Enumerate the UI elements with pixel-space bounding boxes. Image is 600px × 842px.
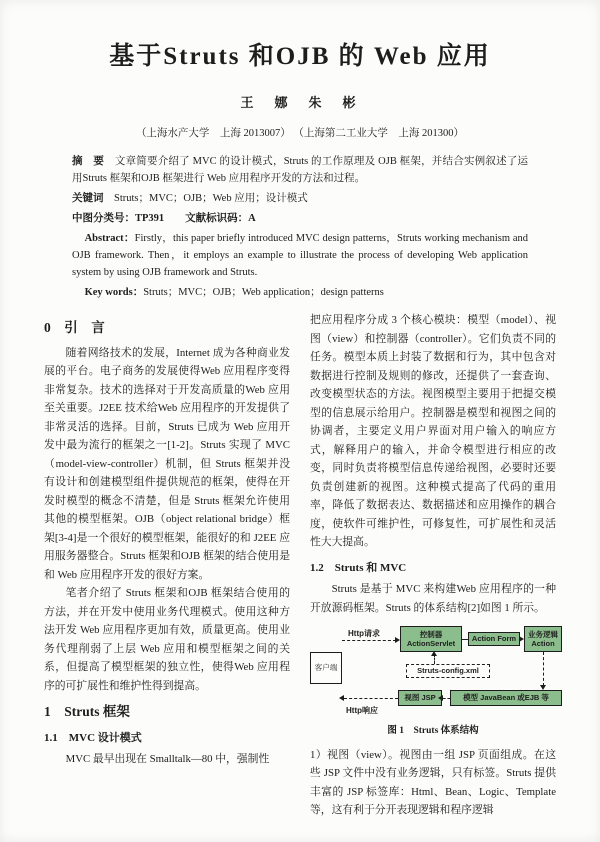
section-0-heading: 0 引 言	[44, 320, 105, 335]
authors: 王 娜 朱 彬	[240, 95, 360, 110]
keywords-zh-text: Struts；MVC；OJB；Web 应用；设计模式	[114, 193, 308, 204]
http-request-arrow-line	[342, 640, 396, 641]
struts-architecture-diagram	[310, 624, 562, 718]
abstract-en-label: Abstract：	[84, 233, 135, 244]
section-1-2-heading: 1.2 Struts 和 MVC	[310, 561, 407, 574]
model-to-view-line	[443, 698, 450, 699]
keywords-en	[72, 284, 528, 301]
intro-paragraph-1: 随着网络技术的发展，Internet 成为各种商业发展的平台。电子商务的发展使得Web 应用程序变得非常复杂。技术的选择对于开发高质量的Web 应用至关重要。J2EE 技术给Web 应用程序的开发提供了非常灵活的选择。目前，Struts 已成为 Web 应用开发中最为流行的框架之一[1-2]。Struts 实现了 MVC（model-view-controller）机制，但 Struts 框架并没有设计和创建模型组件提供规范的框架，使得在开发时模型的概念不清楚，但是 Struts 框架允许使用其他的模型框架。OJB（object relational bridge）框架[3-4]是一个很好的模型框架，能很好的和 J2EE 应用服务器整合。Struts 框架和OJB 框架的结合使用是和 Web 应用程序开发的很好方案。	[44, 346, 290, 581]
figure1-caption: 图 1 Struts 体系结构	[387, 726, 479, 736]
controller-box-title: 控制器	[419, 629, 443, 639]
model-to-view-arrow-head	[438, 695, 443, 701]
abstract-zh	[72, 153, 528, 187]
http-response-arrow-line	[344, 698, 398, 699]
business-logic-title: 业务逻辑	[528, 629, 558, 639]
abstract-zh-label: 摘 要	[72, 156, 115, 167]
keywords-zh-label: 关键词	[72, 193, 114, 204]
affiliations: （上海水产大学 上海 2013007） （上海第二工业大学 上海 201300）	[135, 128, 465, 139]
abstract-en-text: Firstly，this paper briefly introduced MVC design patterns，Struts working mechanism and OJB framework. Then，it employs an example to illustrate the process of developing Web application system by using OJB framework and Struts.	[72, 233, 529, 278]
two-column-body	[44, 311, 556, 820]
client-box: 客户端	[310, 652, 342, 684]
mvc-modules-paragraph: 把应用程序分成 3 个核心模块：模型（model）、视图（view）和控制器（controller）。它们负责不同的任务。模型本质上封装了数据和行为，其中包含对数据进行控制及规则的修改，还提供了一套查询、改变模型状态的方法。视图模型主要用于把提交模型的信息展示给用户。控制器是模型和视图之间的协调者，主要定义用户界面对用户输入的响应方式，解释用户的输入，并命令模型进行相应的改变，同时负责将模型信息传递给视图，必要时还要负责创建新的视图。这种模式提高了代码的重用率，降低了数据表达、数据描述和应用操作的耦合度，使软件可维护性，可修复性，可扩展性和灵活性大大提高。	[310, 314, 556, 548]
struts-config-box: Struts-config.xml	[406, 664, 490, 678]
http-request-label: Http请求	[348, 629, 380, 638]
keywords-en-label: Key words：	[84, 287, 144, 298]
section-1-1-paragraph: MVC 最早出现在 Smalltalk—80 中，强制性	[65, 753, 270, 765]
paper-title: 基于Struts 和OJB 的 Web 应用	[109, 43, 491, 70]
config-to-controller-arrow-head	[431, 651, 437, 656]
model-box: 模型 JavaBean 或EJB 等	[450, 690, 562, 706]
http-response-arrow-head	[339, 695, 344, 701]
section-1-heading: 1 Struts 框架	[44, 704, 130, 719]
view-description-paragraph: 1）视图（view）。视图由一组 JSP 页面组成。在这些 JSP 文件中没有业务逻辑，只有标签。Struts 提供丰富的 JSP 标签库：Html、Bean、Logic、Template 等，这有利于分开表现逻辑和程序逻辑	[310, 748, 556, 816]
business-to-model-line	[543, 652, 544, 686]
business-logic-sub: Action	[531, 639, 555, 648]
abstract-block	[72, 153, 528, 301]
controller-box-sub: ActionServlet	[406, 639, 456, 648]
action-form-box: Action Form	[468, 632, 520, 646]
clc-line: 中图分类号：TP391 文献标识码：A	[72, 213, 256, 224]
figure-struts-architecture	[310, 624, 556, 741]
view-jsp-box: 视图 JSP	[398, 690, 442, 706]
http-response-label: Http响应	[346, 706, 378, 715]
business-logic-box	[524, 626, 562, 652]
intro-paragraph-2: 笔者介绍了 Struts 框架和OJB 框架结合使用的方法，并在开发中使用业务代理模式。使用这种方法开发 Web 应用程序更加有效，质量更高。使用业务代理削弱了上层 Web 应用和模型框架之间的关系，但提高了模型框架的独立性，使得Web 应用程序的可扩展性和维护性得到提高。	[44, 587, 290, 692]
right-column	[310, 311, 556, 820]
keywords-zh	[72, 190, 528, 207]
section-1-1-heading: 1.1 MVC 设计模式	[44, 731, 142, 744]
abstract-zh-text: 文章简要介绍了 MVC 的设计模式，Struts 的工作原理及 OJB 框架，并结合实例叙述了运用Struts 框架和OJB 框架进行 Web 应用程序开发的方法和过程。	[72, 156, 529, 184]
abstract-en	[72, 230, 528, 281]
section-1-2-paragraph: Struts 是基于 MVC 来构建Web 应用程序的一种开放源码框架。Struts 的体系结构[2]如图 1 所示。	[310, 583, 556, 614]
keywords-en-text: Struts；MVC；OJB；Web application；design patterns	[143, 287, 384, 298]
left-column	[44, 311, 290, 820]
controller-box	[400, 626, 462, 652]
